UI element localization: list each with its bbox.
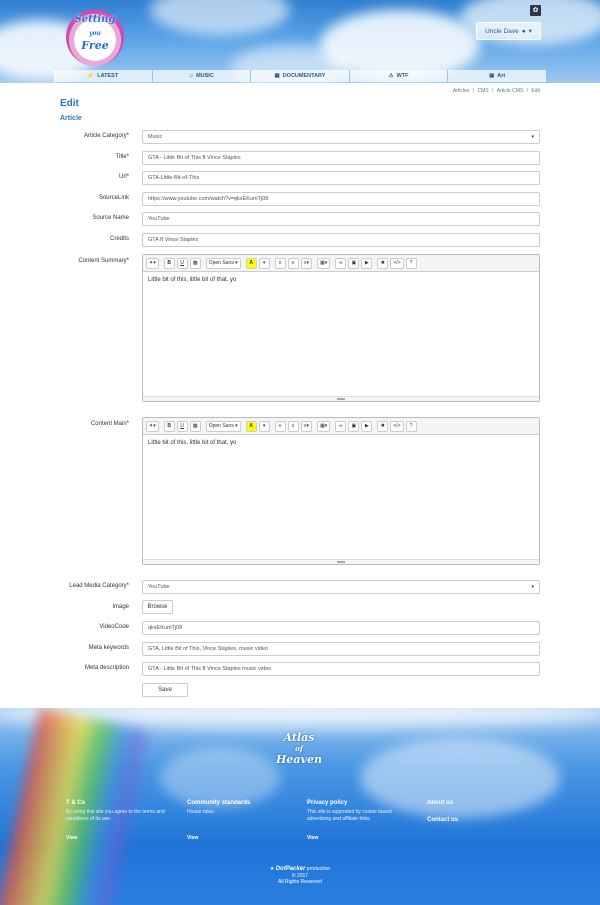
page-title: Edit (60, 98, 79, 109)
logo-text-line3: Free (81, 39, 109, 52)
footer-col-text: By using this site you agree to the terms and conditions of its use. (66, 809, 165, 822)
underline-button[interactable]: U (177, 421, 188, 432)
input-value: YouTube (148, 216, 170, 222)
url-input[interactable] (142, 171, 540, 185)
font-name: Open Sans (208, 423, 234, 429)
eraser-icon[interactable]: ▩ (190, 258, 201, 269)
video-code-input[interactable] (142, 621, 540, 635)
footer-view-link[interactable]: View (187, 835, 199, 841)
select-value: YouTube (148, 584, 170, 590)
input-value: GTA ft Vince Staples (148, 237, 199, 243)
breadcrumb-edit: Edit (531, 88, 540, 94)
title-input[interactable] (142, 151, 540, 165)
fullscreen-icon[interactable]: ✖ (377, 258, 388, 269)
bold-button[interactable]: B (164, 421, 175, 432)
font-family-select[interactable]: Open Sans ▾ (206, 421, 241, 432)
nav-documentary[interactable] (251, 70, 350, 82)
underline-button[interactable]: U (177, 258, 188, 269)
site-header (0, 0, 600, 83)
nav-wtf[interactable] (350, 70, 449, 82)
credits-label: Credits (109, 236, 129, 242)
nav-label: DOCUMENTARY (282, 73, 326, 79)
code-view-icon[interactable]: </> (390, 421, 403, 432)
code-view-icon[interactable]: </> (390, 258, 403, 269)
numbered-list-icon[interactable]: ≡ (288, 258, 299, 269)
footer-col-contact (427, 817, 507, 826)
footer-col-terms (66, 800, 176, 850)
source-link-label: SourceLink (98, 195, 129, 201)
video-code-label: VideoCode (99, 624, 129, 630)
footer-col-about (427, 800, 507, 809)
text-color-button[interactable]: A (246, 258, 257, 269)
chevron-down-icon: ▾ (528, 28, 532, 35)
warning-triangle-icon: ⚠ (388, 73, 394, 79)
save-button[interactable]: Save (142, 683, 188, 697)
logo-text-line2: you (89, 30, 101, 37)
footer-logo[interactable] (268, 731, 330, 777)
bold-button[interactable]: B (164, 258, 175, 269)
bolt-icon: ⚡ (87, 73, 95, 79)
footer-col-privacy (307, 800, 407, 850)
eraser-icon[interactable]: ▩ (190, 421, 201, 432)
copyright: © 2017 (291, 872, 309, 879)
section-title: Article (60, 115, 82, 122)
footer-logo-line3: Heaven (276, 753, 322, 766)
meta-description-label: Meta description (84, 665, 129, 671)
video-icon[interactable]: ▶ (361, 258, 372, 269)
star-icon: ★ (269, 866, 275, 872)
numbered-list-icon[interactable]: ≡ (288, 421, 299, 432)
footer-view-link[interactable]: View (307, 835, 319, 841)
chevron-down-icon: ▾ (531, 584, 534, 590)
credit-brand: DotPacker (275, 866, 306, 872)
twitter-icon[interactable]: ✿ (530, 5, 541, 16)
table-icon[interactable]: ▦▾ (317, 421, 330, 432)
image-icon[interactable]: ▣ (348, 258, 359, 269)
magic-wand-icon[interactable]: ✦▾ (146, 258, 159, 269)
nav-latest[interactable] (54, 70, 153, 82)
breadcrumb-separator: / (472, 88, 475, 94)
meta-keywords-label: Meta keywords (88, 645, 129, 651)
chevron-down-icon: ▾ (531, 134, 534, 140)
resize-handle[interactable] (143, 559, 539, 564)
image-icon[interactable]: ▣ (348, 421, 359, 432)
lead-media-category-label: Lead Media Category* (69, 583, 129, 589)
nav-art[interactable] (448, 70, 546, 82)
link-icon[interactable]: ∞ (335, 258, 346, 269)
input-value: GTA - Little Bit of This ft Vince Staples (148, 155, 241, 161)
footer-logo-line2: of (295, 744, 303, 753)
footer-col-title: Privacy policy (307, 800, 348, 806)
bullet-list-icon[interactable]: ≡ (275, 258, 286, 269)
breadcrumb (452, 88, 541, 94)
help-icon[interactable]: ? (406, 258, 417, 269)
editor-toolbar (143, 418, 539, 435)
bullet-list-icon[interactable]: ≡ (275, 421, 286, 432)
footer-col-text: House rules (187, 809, 214, 815)
help-icon[interactable]: ? (406, 421, 417, 432)
music-note-icon: ♫ (188, 73, 194, 79)
input-value: qkxEKumTj08 (148, 625, 183, 631)
footer-about-link[interactable]: About us (427, 800, 453, 806)
breadcrumb-cms[interactable]: CMS (477, 88, 489, 94)
input-value: GTA - Little Bit of This ft Vince Staples music video (148, 666, 272, 672)
source-name-label: Source Name (92, 215, 129, 221)
content-main-editor[interactable] (142, 417, 540, 565)
footer-col-title: Community standards (187, 800, 251, 806)
select-value: Music (148, 134, 163, 140)
meta-description-input[interactable] (142, 662, 540, 676)
nav-label: MUSIC (196, 73, 214, 79)
content-main-label: Content Main* (90, 421, 129, 427)
content-summary-label: Content Summary* (78, 258, 129, 264)
magic-wand-icon[interactable]: ✦▾ (146, 421, 159, 432)
rights-text: All Rights Reserved (278, 879, 322, 885)
align-icon[interactable]: ≡▾ (301, 421, 312, 432)
chevron-down-icon[interactable]: ▾ (259, 421, 270, 432)
article-category-select[interactable] (142, 130, 540, 144)
article-category-label: Article Category* (83, 133, 129, 139)
breadcrumb-separator: / (492, 88, 494, 94)
nav-label: WTF (396, 73, 409, 79)
main-nav (54, 70, 546, 82)
footer-col-community (187, 800, 287, 850)
input-value: https://www.youtube.com/watch?v=qkxEKumTj08 (148, 196, 269, 202)
fullscreen-icon[interactable]: ✖ (377, 421, 388, 432)
browse-button[interactable]: Browse (142, 600, 173, 614)
source-name-input[interactable] (142, 212, 540, 226)
nav-label: LATEST (97, 73, 119, 79)
editor-toolbar (143, 255, 539, 272)
input-value: GTA, Little Bit of This, Vince Staples, music video (148, 646, 269, 652)
editor-content[interactable]: Little bit of this, little bit of that, yo (148, 277, 237, 283)
user-name: Uncle Dave (485, 27, 519, 35)
video-icon[interactable]: ▶ (361, 421, 372, 432)
user-icon: ● (521, 27, 526, 35)
table-icon[interactable]: ▦▾ (317, 258, 330, 269)
credit-suffix: production (306, 866, 331, 872)
title-label: Title* (115, 154, 129, 160)
nav-music[interactable] (153, 70, 252, 82)
nav-label: Art (497, 73, 506, 79)
image-icon: ▣ (489, 73, 495, 79)
footer-col-text: This site is supported by cookie based advertising and affiliate links. (307, 809, 392, 822)
source-link-input[interactable] (142, 192, 540, 206)
url-label: Url* (119, 174, 129, 180)
footer-credit (0, 866, 600, 886)
site-logo[interactable] (66, 8, 124, 66)
film-icon: ▦ (274, 73, 280, 79)
footer-col-title: T & Cs (66, 800, 86, 806)
footer-logo-line1: Atlas (283, 731, 315, 744)
align-icon[interactable]: ≡▾ (301, 258, 312, 269)
footer-contact-link[interactable]: Contact us (427, 817, 459, 823)
resize-handle[interactable] (143, 396, 539, 401)
image-label: Image (112, 604, 129, 610)
credits-input[interactable] (142, 233, 540, 247)
logo-text-line1: Setting (74, 14, 116, 25)
lead-media-category-select[interactable] (142, 580, 540, 594)
breadcrumb-articles[interactable]: Articles (452, 88, 470, 94)
footer-view-link[interactable]: View (66, 835, 78, 841)
link-icon[interactable]: ∞ (335, 421, 346, 432)
font-family-select[interactable]: Open Sans ▾ (206, 258, 241, 269)
text-color-button[interactable]: A (246, 421, 257, 432)
breadcrumb-separator: / (526, 88, 528, 94)
user-menu-button[interactable] (476, 22, 541, 40)
content-summary-editor[interactable] (142, 254, 540, 402)
input-value: GTA-Little-Bit-of-This (148, 175, 200, 181)
editor-content[interactable]: Little bit of this, little bit of that, yo (148, 440, 237, 446)
breadcrumb-article-cms[interactable]: Article CMS (496, 88, 524, 94)
chevron-down-icon[interactable]: ▾ (259, 258, 270, 269)
font-name: Open Sans (208, 260, 234, 266)
site-footer (0, 708, 600, 905)
meta-keywords-input[interactable] (142, 642, 540, 656)
